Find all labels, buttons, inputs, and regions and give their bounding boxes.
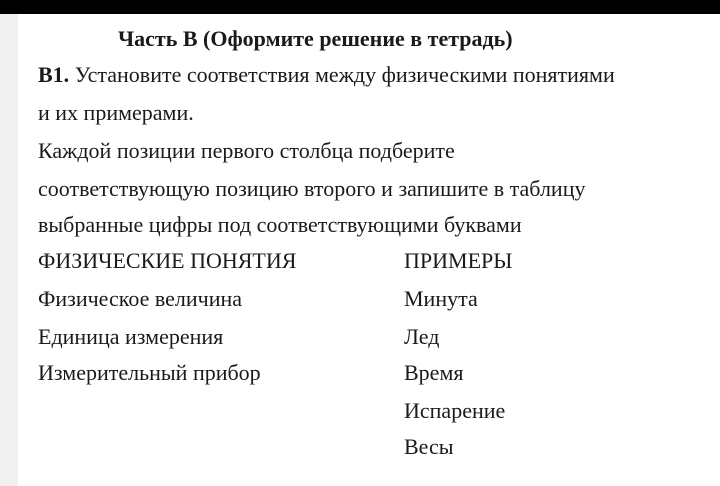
document-page [18, 14, 720, 486]
task-line-2: и их примерами. [38, 100, 194, 125]
task-number: В1. [38, 62, 70, 87]
right-item: Весы [404, 434, 454, 459]
task-line-3: Каждой позиции первого столбца подберите [38, 138, 455, 163]
task-line-4: соответствующую позицию второго и запишите в таблицу [38, 176, 586, 201]
right-item: Лед [404, 324, 440, 349]
right-item: Время [404, 360, 464, 385]
task-line-5: выбранные цифры под соответствующими буквами [38, 212, 522, 237]
left-item: Единица измерения [38, 324, 224, 349]
left-column-header: ФИЗИЧЕСКИЕ ПОНЯТИЯ [38, 248, 297, 273]
section-heading: Часть В (Оформите решение в тетрадь) [118, 26, 513, 51]
right-column-header: ПРИМЕРЫ [404, 248, 513, 273]
task-line-1 [38, 62, 615, 88]
right-item: Минута [404, 286, 478, 311]
right-item: Испарение [404, 398, 506, 423]
left-page-edge [0, 14, 18, 486]
top-dark-bar [0, 0, 720, 14]
task-text-1: Установите соответствия между физическими понятиями [74, 62, 615, 87]
left-item: Измерительный прибор [38, 360, 261, 385]
left-item: Физическое величина [38, 286, 243, 311]
